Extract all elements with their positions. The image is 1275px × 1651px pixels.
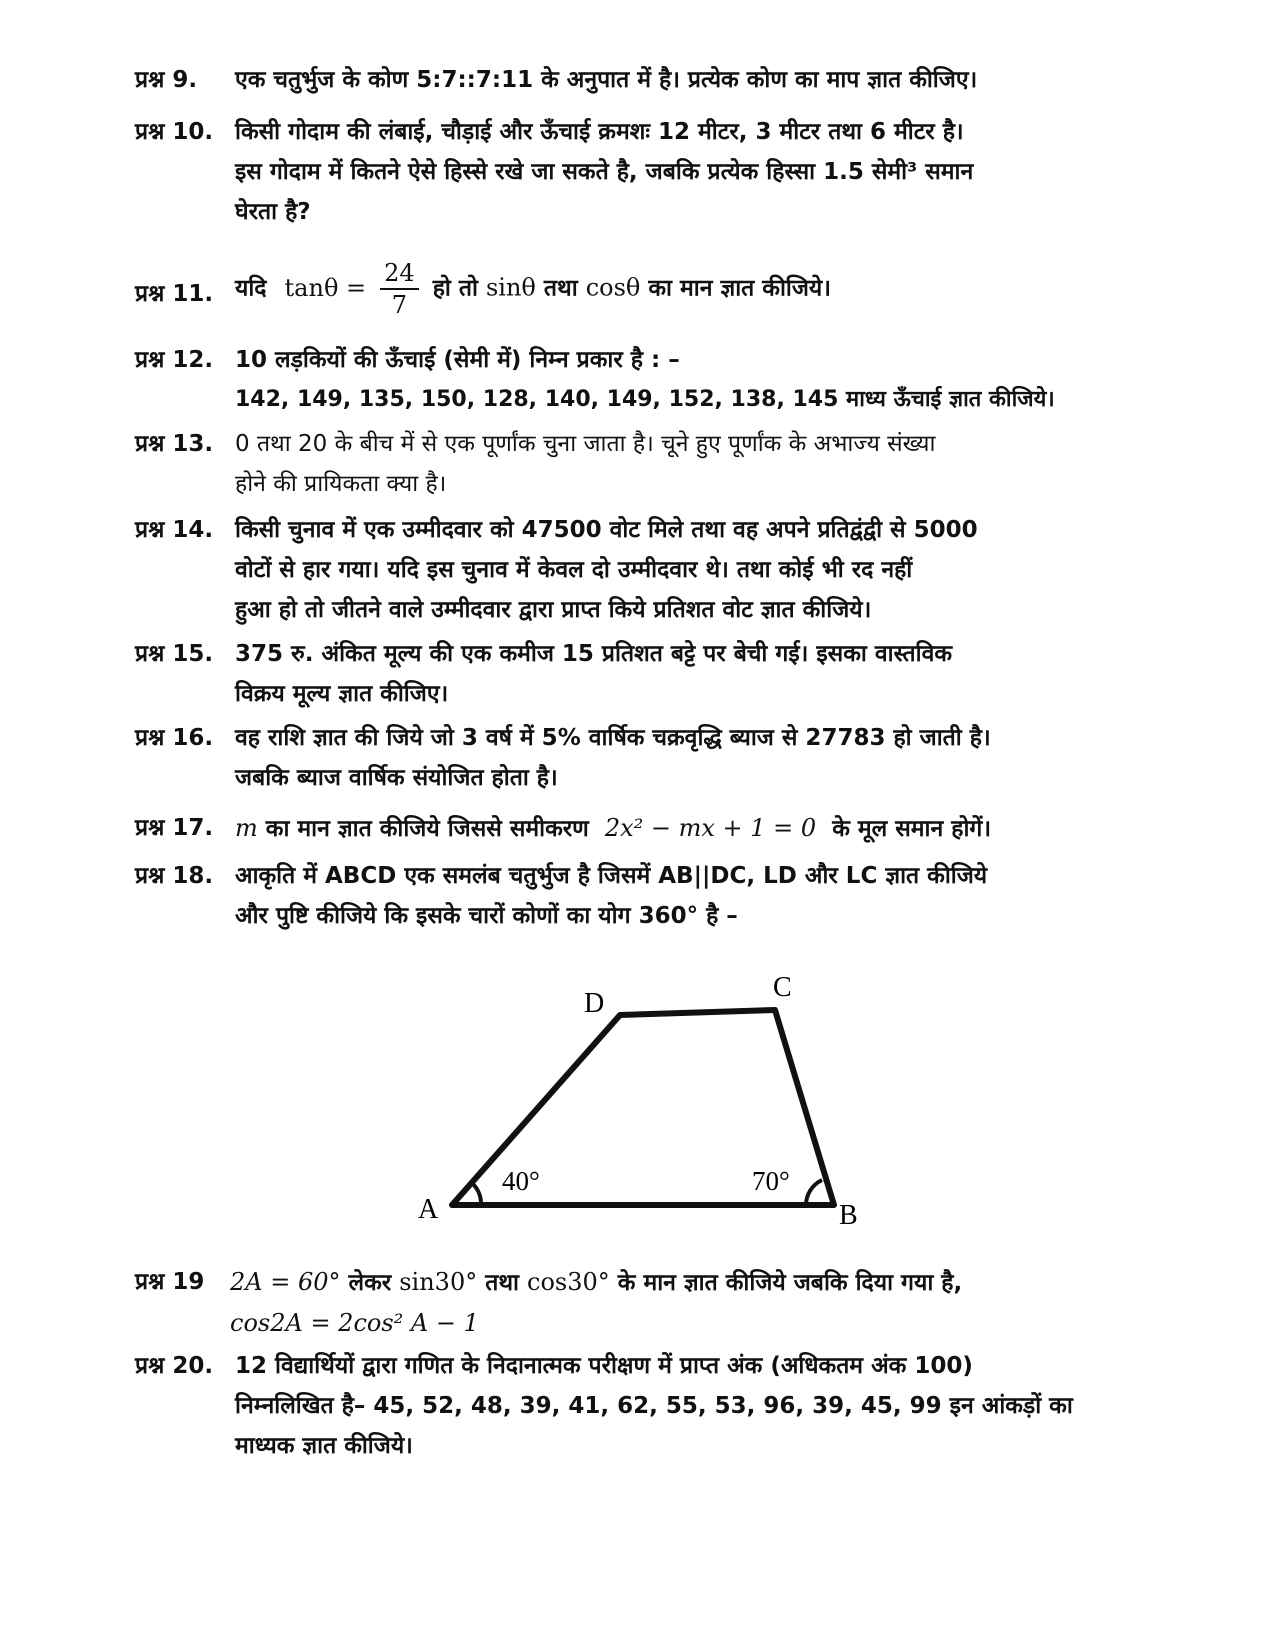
question-number: प्रश्न 17.	[135, 815, 214, 841]
question-number: प्रश्न 18.	[135, 863, 214, 889]
question-number: प्रश्न 14.	[135, 517, 214, 543]
identity-equation: cos2A = 2cos² A − 1	[230, 1309, 479, 1337]
question-number: प्रश्न 9.	[135, 67, 198, 93]
question-text: 0 तथा 20 के बीच में से एक पूर्णांक चुना जाता है। चूने हुए पूर्णांक के अभाज्य संख्या	[235, 431, 936, 457]
angle-b-arc	[806, 1180, 822, 1205]
sin-expression: sinθ	[485, 273, 536, 302]
question-text: हो तो	[432, 275, 478, 302]
question-number: प्रश्न 13.	[135, 431, 214, 457]
question-text: वह राशि ज्ञात की जिये जो 3 वर्ष में 5% वार्षिक चक्रवृद्धि ब्याज से 27783 हो जाती है।	[235, 725, 991, 751]
question-text: एक चतुर्भुज के कोण 5:7::7:11 के अनुपात में है। प्रत्येक कोण का माप ज्ञात कीजिए।	[235, 67, 978, 93]
question-text: आकृति में ABCD एक समलंब चतुर्भुज है जिसमें AB||DC, LD और LC ज्ञात कीजिये	[235, 863, 988, 889]
question-text: और पुष्टि कीजिये कि इसके चारों कोणों का योग 360° है –	[235, 903, 738, 929]
question-20	[135, 1346, 1135, 1466]
question-text: के मान ज्ञात कीजिये जबकि दिया गया है,	[617, 1270, 963, 1296]
question-text: 375 रु. अंकित मूल्य की एक कमीज 15 प्रतिशत बट्टे पर बेची गई। इसका वास्तविक	[235, 641, 953, 667]
question-text: 142, 149, 135, 150, 128, 140, 149, 152, 138, 145 माध्य ऊँचाई ज्ञात कीजिये।	[235, 387, 1055, 412]
vertex-label-c: C	[773, 972, 792, 1003]
question-number: प्रश्न 15.	[135, 641, 214, 667]
question-number: प्रश्न 16.	[135, 725, 214, 751]
question-number: प्रश्न 10.	[135, 119, 214, 145]
question-text: लेकर	[348, 1270, 392, 1296]
question-text: 10 लड़कियों की ऊँचाई (सेमी में) निम्न प्रकार है : –	[235, 347, 680, 373]
question-text: यदि	[235, 275, 267, 302]
question-text: निम्नलिखित है– 45, 52, 48, 39, 41, 62, 55, 53, 96, 39, 45, 99 इन आंकड़ों का	[235, 1393, 1073, 1419]
vertex-label-a: A	[418, 1194, 439, 1225]
question-text: तथा	[543, 275, 578, 302]
angle-b-label: 70°	[752, 1166, 790, 1196]
question-text: वोटों से हार गया। यदि इस चुनाव में केवल दो उम्मीदवार थे। तथा कोई भी रद नहीं	[235, 557, 913, 583]
quadratic-equation: 2x² − mx + 1 = 0	[604, 814, 817, 842]
question-19	[135, 1262, 1135, 1344]
question-text: तथा	[485, 1270, 519, 1296]
question-text: इस गोदाम में कितने ऐसे हिस्से रखे जा सकते है, जबकि प्रत्येक हिस्सा 1.5 सेमी³ समान	[235, 159, 974, 185]
question-text: हुआ हो तो जीतने वाले उम्मीदवार द्वारा प्राप्त किये प्रतिशत वोट ज्ञात कीजिये।	[235, 597, 872, 623]
vertex-label-b: B	[839, 1200, 858, 1231]
vertex-label-d: D	[584, 988, 605, 1019]
question-text: का मान ज्ञात कीजिये जिससे समीकरण	[265, 816, 589, 842]
question-text: घेरता है?	[235, 199, 311, 225]
question-text: विक्रय मूल्य ज्ञात कीजिए।	[235, 681, 449, 707]
tan-expression: tanθ =	[284, 273, 367, 302]
question-text: के मूल समान होगें।	[832, 816, 992, 842]
question-number: प्रश्न 12.	[135, 347, 214, 373]
cos-expression: cosθ	[585, 273, 641, 302]
angle-a-arc	[473, 1184, 481, 1205]
angle-equation: 2A = 60°	[230, 1268, 341, 1296]
question-number: प्रश्न 19	[135, 1269, 205, 1295]
question-text: किसी गोदाम की लंबाई, चौड़ाई और ऊँचाई क्रमशः 12 मीटर, 3 मीटर तथा 6 मीटर है।	[235, 119, 964, 145]
question-number: प्रश्न 11.	[135, 281, 214, 307]
question-text: माध्यक ज्ञात कीजिये।	[235, 1433, 413, 1459]
question-text: होने की प्रायिकता क्या है।	[235, 471, 447, 497]
question-text: का मान ज्ञात कीजिये।	[648, 275, 831, 302]
fraction-numerator: 24	[380, 258, 419, 290]
sin30-expression: sin30°	[399, 1268, 478, 1296]
question-number: प्रश्न 20.	[135, 1353, 214, 1379]
angle-a-label: 40°	[502, 1166, 540, 1196]
question-text: 12 विद्यार्थियों द्वारा गणित के निदानात्मक परीक्षण में प्राप्त अंक (अधिकतम अंक 100)	[235, 1353, 973, 1379]
fraction-denominator: 7	[391, 291, 408, 319]
variable-m: m	[235, 814, 258, 842]
question-text: जबकि ब्याज वार्षिक संयोजित होता है।	[235, 765, 558, 791]
cos30-expression: cos30°	[527, 1268, 610, 1296]
question-text: किसी चुनाव में एक उम्मीदवार को 47500 वोट मिले तथा वह अपने प्रतिद्वंद्वी से 5000	[235, 517, 978, 543]
